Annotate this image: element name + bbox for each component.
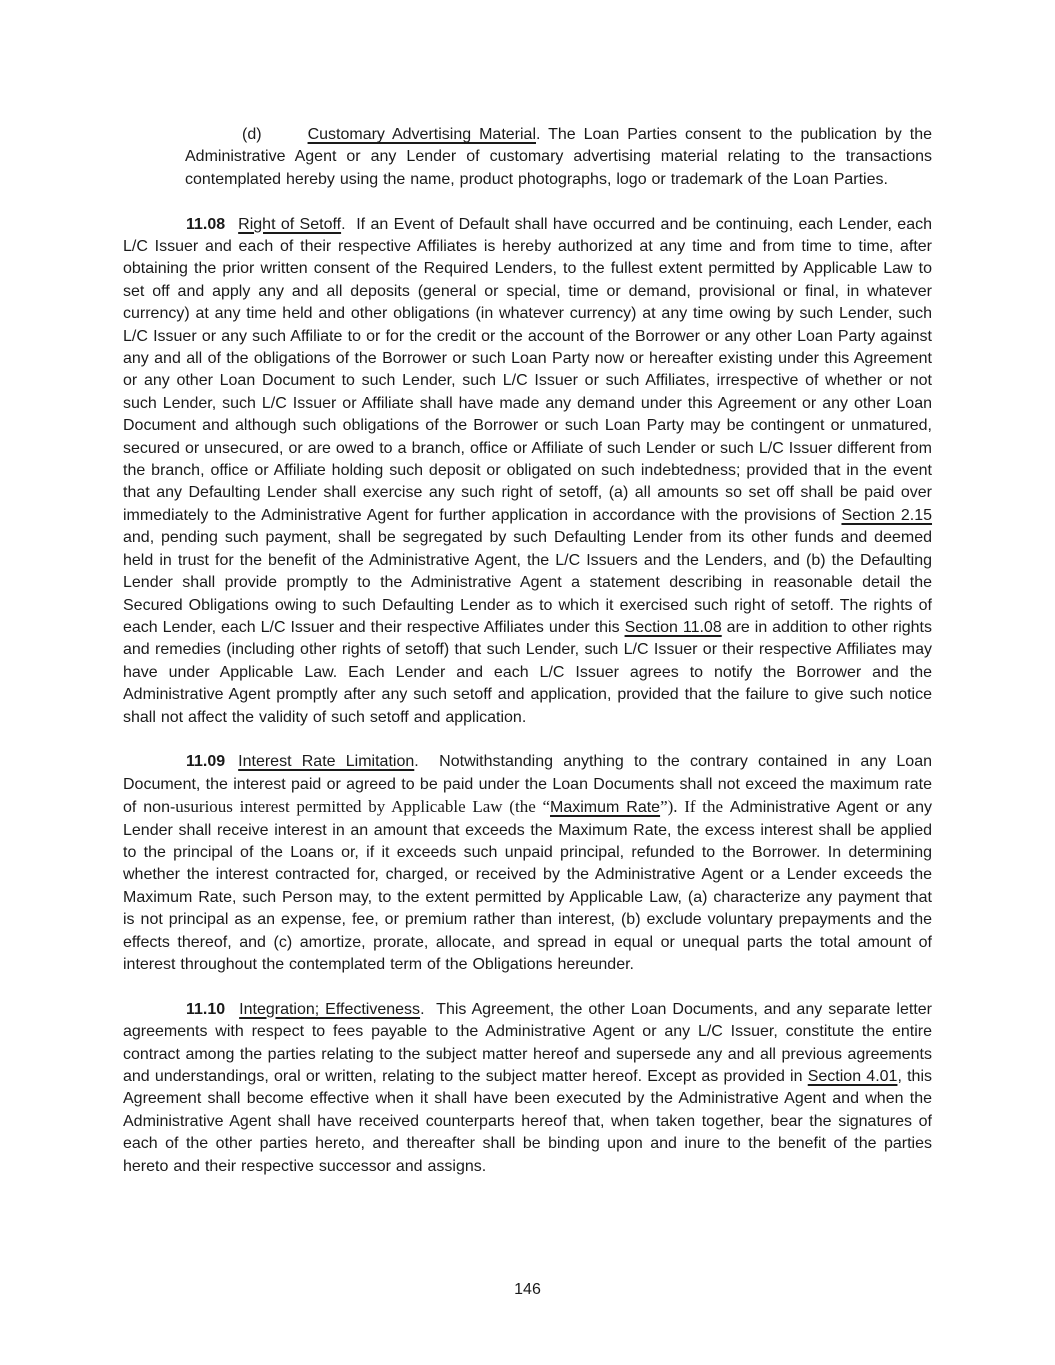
text-run: Maximum Rate bbox=[550, 799, 661, 817]
text-run: , this Agreement shall become effective when it shall have been executed by the Administrative Agent and when the Administrative Agent shall have received counterparts hereof that, when taken together, bear the signatures of each of the other parties hereto, and thereafter shall be binding upon and inure to the benefit of the parties hereto and their respective successor and assigns. bbox=[123, 1068, 933, 1175]
text-run: 11.08 bbox=[186, 215, 226, 233]
text-run: 11.10 bbox=[186, 1000, 226, 1018]
page-footer bbox=[0, 1280, 1055, 1300]
text-run: Administrative Agent or any Lender shall receive interest in an amount that exceeds the Maximum Rate, the excess interest shall be applied to the principal of the Loans or, if it exceeds such unpaid principal, refunded to the Borrower. In determining whether the interest contracted for, charged, or received by the Administrative Agent or a Lender exceeds the Maximum Rate, such Person may, to the extent permitted by Applicable Law, (a) characterize any payment that is not principal as an expense, fee, or premium rather than interest, (b) exclude voluntary prepayments and the effects thereof, and (c) amortize, prorate, allocate, and spread in equal or unequal parts the total amount of interest throughout the contemplated term of the Obligations hereunder. bbox=[123, 799, 933, 973]
text-run: are in addition to other rights and remedies (including other rights of setoff) that such Lender, such L/C Issuer or their respective Affiliates may have under Applicable Law. Each Lender and each L/C Issuer agrees to notify the Borrower and the Administrative Agent promptly after any such setoff and application, provided that the failure to give such notice shall not affect the validity of such setoff and application. bbox=[123, 618, 933, 726]
text-run: 11.09 bbox=[186, 753, 226, 771]
paragraph-section-11-09 bbox=[123, 751, 932, 976]
text-run: and, pending such payment, shall be segregated by such Defaulting Lender from its other funds and deemed held in trust for the benefit of the Administrative Agent, the L/C Issuers and the Lenders, and (b) the Defaulting Lender shall provide promptly to the Administrative Agent a statement describing in reasonable detail the Secured Obligations owing to such Defaulting Lender as to which it exercised such right of setoff. The rights of each Lender, each L/C Issuer and their respective Affiliates under this bbox=[123, 529, 932, 636]
text-run: Interest Rate Limitation bbox=[238, 753, 415, 771]
text-run: Section 11.08 bbox=[624, 618, 722, 636]
text-run: ”). If the bbox=[660, 797, 730, 817]
document-body bbox=[123, 124, 932, 1200]
paragraph-section-11-08 bbox=[123, 214, 932, 729]
tab-spacer bbox=[225, 228, 238, 229]
text-run: Section 4.01 bbox=[807, 1068, 898, 1086]
paragraph-section-11-10 bbox=[123, 999, 932, 1178]
text-run: . This Agreement, the other Loan Documents, and any separate letter agreements with respect to fees payable to the Administrative Agent or any L/C Issuer, constitute the entire contract among the parties relating to the subject matter hereof and supersede any and all previous agreements and understandings, oral or written, relating to the subject matter hereof. Except as provided in bbox=[123, 1000, 933, 1086]
page-number: 146 bbox=[514, 1281, 541, 1298]
text-run: (d) bbox=[242, 126, 262, 143]
tab-spacer bbox=[225, 765, 238, 766]
text-run: . If an Event of Default shall have occurred and be continuing, each Lender, each L/C Issuer and each of their respective Affiliates is hereby authorized at any time and from time to time, after obtaining the prior written consent of the Required Lenders, to the fullest extent permitted by Applicable Law to set off and apply any and all deposits (general or special, time or demand, provisional or final, in whatever currency) at any time held and other obligations (in whatever currency) at any time owing by such Lender, such L/C Issuer or any such Affiliate to or for the credit or the account of the Borrower or any other Loan Party against any and all of the obligations of the Borrower or such Loan Party now or hereafter existing under this Agreement or any other Loan Document to such Lender, such L/C Issuer or such Affiliates, irrespective of whether or not such Lender, such L/C Issuer or Affiliate shall have made any demand under this Agreement or any other Loan Document and although such obligations of the Borrower or such Loan Party may be contingent or unmatured, secured or unsecured, or are owed to a branch, office or Affiliate of such Lender or such L/C Issuer different from the branch, office or Affiliate holding such deposit or obligated on such indebtedness; provided that in the event that any Defaulting Lender shall exercise any such right of setoff, (a) all amounts so set off shall be paid over immediately to the Administrative Agent for further application in accordance with the provisions of bbox=[123, 215, 932, 524]
text-run: Customary Advertising Material bbox=[307, 126, 536, 143]
text-run: Integration; Effectiveness bbox=[239, 1000, 421, 1018]
text-run: Section 2.15 bbox=[841, 506, 933, 524]
text-run: . Notwithstanding anything to the contrary contained in any Loan Document, the interest paid or agreed to be paid under the Loan Documents shall not exceed the maximum rate of non- bbox=[123, 753, 932, 817]
tab-spacer bbox=[225, 1013, 239, 1014]
paragraph-clause-d bbox=[185, 124, 932, 191]
text-run: Right of Setoff bbox=[238, 215, 342, 233]
tab-spacer bbox=[262, 138, 308, 139]
text-run: . The Loan Parties consent to the publication by the Administrative Agent or any Lender of customary advertising material relating to the transactions contemplated hereby using the name, product photographs, logo or trademark of the Loan Parties. bbox=[185, 126, 932, 188]
text-run: usurious interest permitted by Applicable Law (the “ bbox=[175, 797, 551, 817]
